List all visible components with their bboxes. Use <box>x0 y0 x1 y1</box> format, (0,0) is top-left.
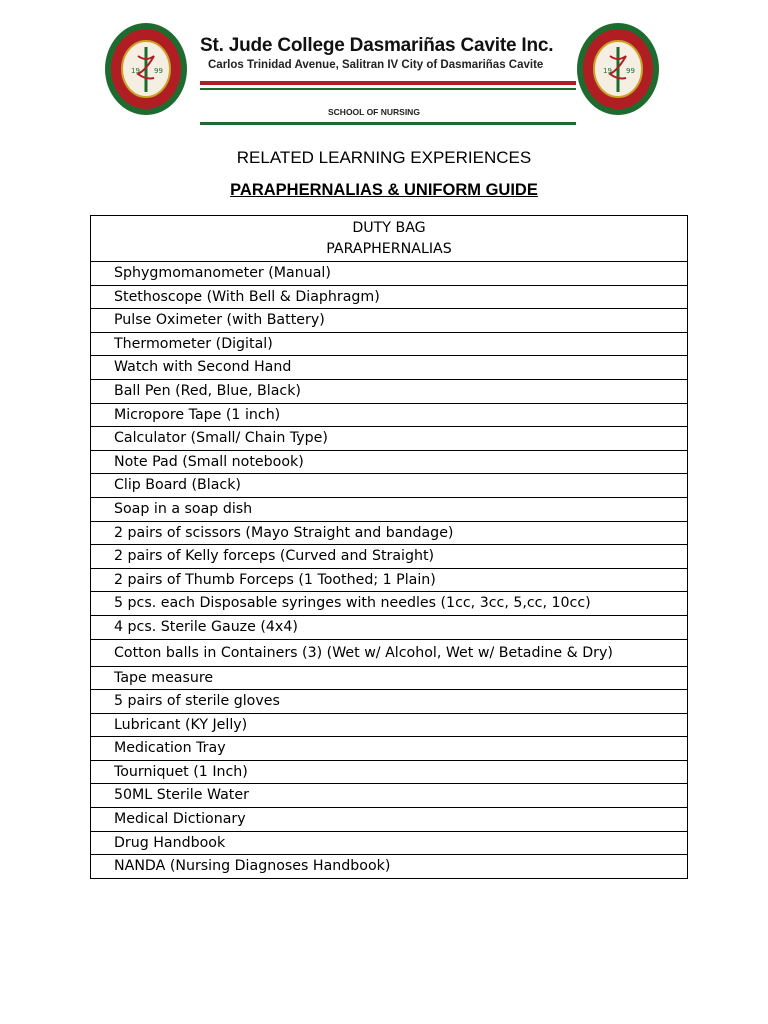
table-row <box>91 737 688 761</box>
school-name: SCHOOL OF NURSING <box>328 107 420 117</box>
table-row <box>91 427 688 451</box>
header-paraphernalias: PARAPHERNALIAS <box>326 241 452 257</box>
item-cell: Tape measure <box>91 666 688 690</box>
table-row <box>91 808 688 832</box>
item-cell: 50ML Sterile Water <box>91 784 688 808</box>
table-row <box>91 379 688 403</box>
item-cell: Ball Pen (Red, Blue, Black) <box>91 379 688 403</box>
item-cell: Lubricant (KY Jelly) <box>91 713 688 737</box>
item-cell: Drug Handbook <box>91 831 688 855</box>
item-cell: Soap in a soap dish <box>91 497 688 521</box>
item-cell: Medical Dictionary <box>91 808 688 832</box>
letterhead-red-rule <box>200 81 576 85</box>
table-row <box>91 332 688 356</box>
college-seal-left-icon <box>104 22 188 116</box>
item-cell: Sphygmomanometer (Manual) <box>91 262 688 286</box>
table-row <box>91 262 688 286</box>
table-row <box>91 450 688 474</box>
svg-text:19: 19 <box>603 67 612 75</box>
table-row <box>91 497 688 521</box>
item-cell: 2 pairs of scissors (Mayo Straight and bandage) <box>91 521 688 545</box>
table-row <box>91 713 688 737</box>
letterhead-bottom-rule <box>200 122 576 125</box>
item-cell: NANDA (Nursing Diagnoses Handbook) <box>91 855 688 879</box>
item-cell: 5 pairs of sterile gloves <box>91 690 688 714</box>
table-row <box>91 521 688 545</box>
item-cell: 2 pairs of Thumb Forceps (1 Toothed; 1 Plain) <box>91 568 688 592</box>
item-cell: Pulse Oximeter (with Battery) <box>91 309 688 333</box>
page-subheading: PARAPHERNALIAS & UNIFORM GUIDE <box>230 181 538 199</box>
item-cell: Micropore Tape (1 inch) <box>91 403 688 427</box>
item-cell: 5 pcs. each Disposable syringes with needles (1cc, 3cc, 5,cc, 10cc) <box>91 592 688 616</box>
svg-text:99: 99 <box>154 67 163 75</box>
table-row <box>91 831 688 855</box>
item-cell: Calculator (Small/ Chain Type) <box>91 427 688 451</box>
table-row <box>91 690 688 714</box>
table-row <box>91 760 688 784</box>
table-header-row <box>91 216 688 262</box>
table-row <box>91 855 688 879</box>
table-row <box>91 592 688 616</box>
table-row <box>91 784 688 808</box>
table-row <box>91 568 688 592</box>
college-address: Carlos Trinidad Avenue, Salitran IV City of Dasmariñas Cavite <box>208 59 544 71</box>
item-cell: Medication Tray <box>91 737 688 761</box>
item-cell: Thermometer (Digital) <box>91 332 688 356</box>
header-duty-bag: DUTY BAG <box>352 220 426 236</box>
item-cell: 4 pcs. Sterile Gauze (4x4) <box>91 615 688 639</box>
table-header <box>91 216 688 262</box>
letterhead <box>104 16 660 122</box>
svg-text:19: 19 <box>131 67 140 75</box>
table-row <box>91 474 688 498</box>
paraphernalia-table <box>90 215 688 879</box>
table-row <box>91 639 688 666</box>
table-row <box>91 545 688 569</box>
table-row <box>91 403 688 427</box>
letterhead-green-rule <box>200 88 576 90</box>
college-name: St. Jude College Dasmariñas Cavite Inc. <box>200 35 554 56</box>
item-cell: Note Pad (Small notebook) <box>91 450 688 474</box>
item-cell: Cotton balls in Containers (3) (Wet w/ Alcohol, Wet w/ Betadine & Dry) <box>91 639 688 666</box>
page-heading: RELATED LEARNING EXPERIENCES <box>236 148 532 167</box>
svg-text:99: 99 <box>626 67 635 75</box>
item-cell: Stethoscope (With Bell & Diaphragm) <box>91 285 688 309</box>
table-row <box>91 309 688 333</box>
item-cell: Tourniquet (1 Inch) <box>91 760 688 784</box>
item-cell: Clip Board (Black) <box>91 474 688 498</box>
table-row <box>91 285 688 309</box>
college-seal-right-icon <box>576 22 660 116</box>
table-row <box>91 666 688 690</box>
table-row <box>91 615 688 639</box>
item-cell: 2 pairs of Kelly forceps (Curved and Straight) <box>91 545 688 569</box>
table-row <box>91 356 688 380</box>
item-cell: Watch with Second Hand <box>91 356 688 380</box>
